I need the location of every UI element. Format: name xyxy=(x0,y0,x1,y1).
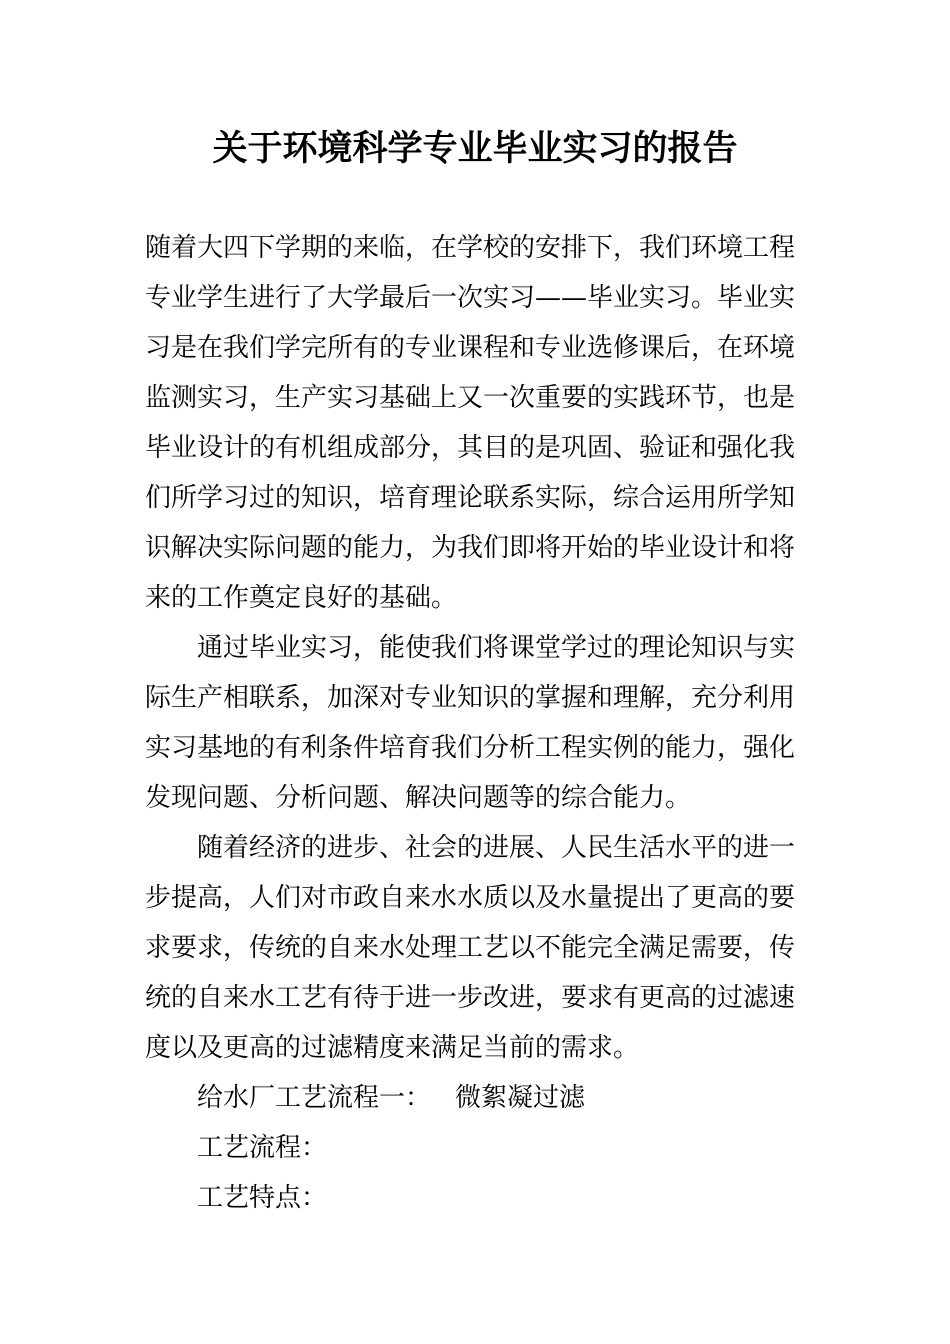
process-item-1 xyxy=(145,1073,810,1123)
item-label: 给水厂工艺流程一： xyxy=(197,1083,432,1113)
paragraph-line: 来的工作奠定良好的基础。 xyxy=(145,583,458,613)
document-body xyxy=(145,223,810,1223)
paragraph-line: 求要求，传统的自来水处理工艺以不能完全满足需要，传 xyxy=(145,933,796,963)
document-title: 关于环境科学专业毕业实习的报告 xyxy=(212,129,738,169)
paragraph-line: 随着经济的进步、社会的进展、人民生活水平的进一 xyxy=(197,833,796,863)
paragraph-line: 通过毕业实习，能使我们将课堂学过的理论知识与实 xyxy=(197,633,796,663)
paragraph-line: 专业学生进行了大学最后一次实习——毕业实习。毕业实 xyxy=(145,283,796,313)
paragraph-line: 识解决实际问题的能力，为我们即将开始的毕业设计和将 xyxy=(145,533,796,563)
paragraph-line: 实习基地的有利条件培育我们分析工程实例的能力，强化 xyxy=(145,733,796,763)
paragraph-line: 发现问题、分析问题、解决问题等的综合能力。 xyxy=(145,783,692,813)
paragraph-line: 度以及更高的过滤精度来满足当前的需求。 xyxy=(145,1033,640,1063)
paragraph-3 xyxy=(145,823,810,1073)
item-label: 工艺流程： xyxy=(197,1133,328,1163)
paragraph-line: 习是在我们学完所有的专业课程和专业选修课后，在环境 xyxy=(145,333,796,363)
process-item-3 xyxy=(145,1173,810,1223)
paragraph-line: 步提高，人们对市政自来水水质以及水量提出了更高的要 xyxy=(145,883,796,913)
paragraph-line: 毕业设计的有机组成部分，其目的是巩固、验证和强化我 xyxy=(145,433,796,463)
paragraph-line: 监测实习，生产实习基础上又一次重要的实践环节，也是 xyxy=(145,383,796,413)
paragraph-1 xyxy=(145,223,810,623)
process-item-2 xyxy=(145,1123,810,1173)
paragraph-line: 随着大四下学期的来临，在学校的安排下，我们环境工程 xyxy=(145,233,796,263)
item-value: 微絮凝过滤 xyxy=(455,1083,586,1113)
paragraph-line: 际生产相联系，加深对专业知识的掌握和理解，充分利用 xyxy=(145,683,796,713)
paragraph-line: 统的自来水工艺有待于进一步改进，要求有更高的过滤速 xyxy=(145,983,796,1013)
paragraph-2 xyxy=(145,623,810,823)
paragraph-line: 们所学习过的知识，培育理论联系实际，综合运用所学知 xyxy=(145,483,796,513)
item-label: 工艺特点： xyxy=(197,1183,328,1213)
